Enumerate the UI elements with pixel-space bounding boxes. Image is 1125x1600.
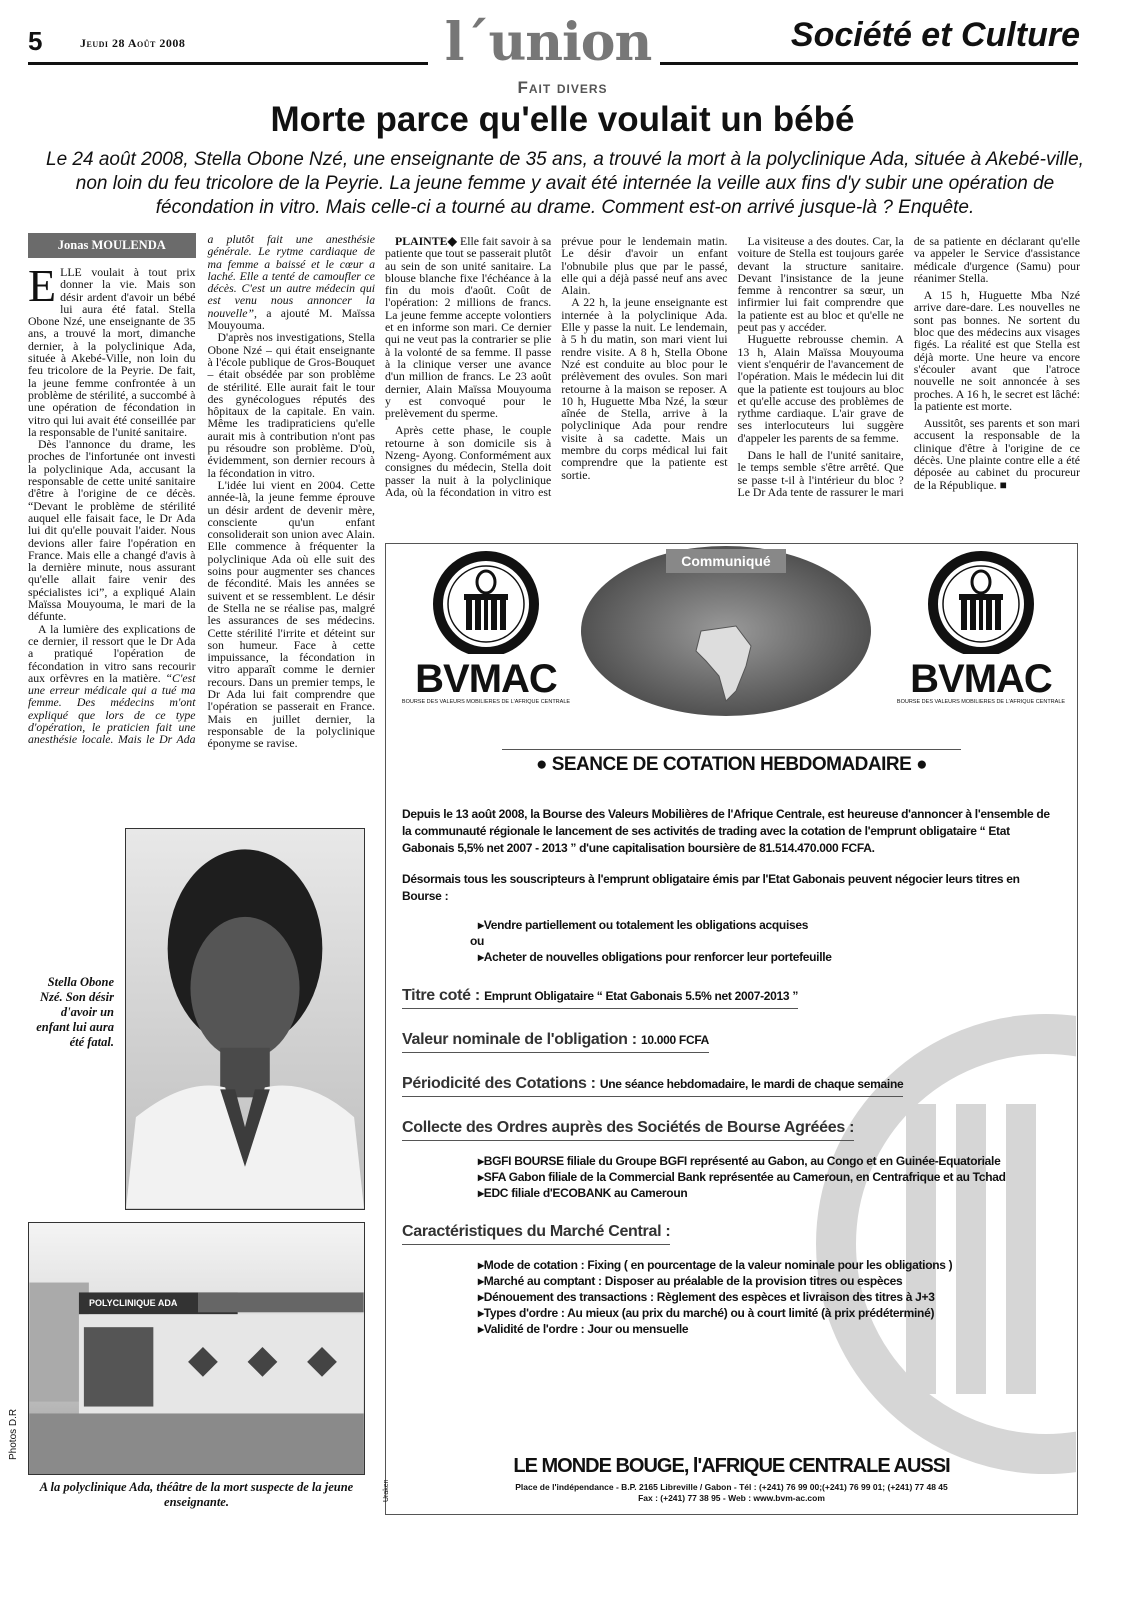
valeur-label: Valeur nominale de l'obligation :	[402, 1031, 637, 1048]
periode-label: Périodicité des Cotations :	[402, 1075, 596, 1092]
ad-title-text: SEANCE DE COTATION HEBDOMADAIRE	[551, 754, 912, 775]
africa-map-icon	[691, 621, 761, 706]
titre-value: Emprunt Obligataire “ Etat Gabonais 5.5% net 2007-2013 ”	[484, 989, 799, 1003]
collecte-heading: Collecte des Ordres auprès des Sociétés de Bourse Agréées :	[402, 1119, 854, 1141]
broker-item: ▸ SFA Gabon filiale de la Commercial Bank représentée au Cameroun, en Centrafrique et au Tchad	[478, 1169, 1061, 1185]
text-segment: Huguette rebrousse chemin. A 13 h, Alain Maïssa Mouyouma vient s'enquérir de l'avancement de l'opération. Mais le médecin lui dit que la patiente est toujours au bloc et qu'elle accuse des problèmes de rythme cardiaque. L'air grave de ses interlocuteurs lui suggère d'appeler les parents de sa femme.	[737, 332, 904, 445]
caracteristiques-heading: Caractéristiques du Marché Central :	[402, 1223, 670, 1245]
section-title: Société et Culture	[790, 16, 1080, 54]
article-paragraph	[208, 479, 376, 750]
clinic-photo	[28, 1222, 365, 1475]
option-item: ▸ Acheter de nouvelles obligations pour renforcer leur portefeuille	[478, 949, 1061, 965]
article-paragraph	[914, 289, 1080, 412]
ad-title: ● SEANCE DE COTATION HEBDOMADAIRE ●	[502, 749, 961, 776]
article-paragraph	[385, 235, 551, 419]
feature-item: ▸ Dénouement des transactions : Règlement des espèces et livraison des titres à J+3	[478, 1289, 1061, 1305]
article-body-part2	[385, 235, 1080, 498]
drop-cap: E	[28, 260, 57, 311]
text-segment: D'après nos investigations, Stella Obone Nzé – qui était enseignante à l'école publique de Gros-Bouquet – était obsédée par son problème de stérilité. Elle aurait fait le tour des gynécologues réputés des hôpitaux de la capitale. En vain. Même les tradipraticiens qu'elle aurait mis à contribution n'ont pas pu résoudre son problème. D'où, évidemment, son dernier recours à la fécondation in vitro.	[207, 330, 375, 480]
titre-label: Titre coté :	[402, 987, 480, 1004]
header-rule	[28, 62, 428, 65]
text-segment: La visiteuse a des doutes. Car, la voiture de Stella est toujours garée devant la structure sanitaire. Devant l'insistance de la jeune femme à rencontrer sa sœur, un infirmier lui fait comprendre que la patiente est au bloc et qu'elle ne peut pas y accéder.	[737, 234, 904, 335]
photo-caption: Stella Obone Nzé. Son désir d'avoir un enfant lui aura été fatal.	[36, 975, 114, 1049]
brand-fullname: BOURSE DES VALEURS MOBILIERES DE L'AFRIQUE CENTRALE	[896, 699, 1066, 705]
valeur-nominale	[402, 1031, 709, 1053]
valeur-value: 10.000 FCFA	[640, 1033, 710, 1047]
lead-paragraph: Le 24 août 2008, Stella Obone Nzé, une enseignante de 35 ans, a trouvé la mort à la polyclinique Ada, située à Akebé-ville, non loin du feu tricolore de la Peyrie. La jeune femme y avait été internée la veille aux fins d'y subir une opération de fécondation in vitro. Mais celle-ci a tourné au drame. Comment est-on arrivé jusque-là ? Enquête.	[46, 149, 1084, 218]
ad-address: Place de l'indépendance - B.P. 2165 Libreville / Gabon - Tél : (+241) 76 99 00;(+241) 76 99 01; (+241) 77 48 45	[515, 1482, 948, 1492]
bvmac-logo-left	[396, 544, 576, 705]
portrait-photo	[125, 828, 365, 1210]
text-segment: Dans le hall de l'unité sanitaire, le temps semble s'être arrêté. Que se passe t-il à l'intérieur du bloc ? Le Dr Ada tente de rassurer le mari de sa patiente en déclarant qu'elle va appeler le Service d'assistance médicale d'urgence (Samu) pour réanimer Stella.	[737, 234, 1080, 499]
text-segment: Aussitôt, ses parents et son mari accusent la responsable de la clinique d'être à l'origine de ce décès. Une plainte contre elle a été déposée au cabinet du procureur de la République. ■	[913, 416, 1080, 492]
text-segment: LLE voulait à tout prix donner la vie. Mais son désir ardent d'avoir un bébé lui aura été fatal. Stella Obone Nzé, une enseignante de 35 ans, a trouvé la mort, dimanche dernier, à la polyclinique Ada, située à Akebé-Ville, non loin du feu tricolore de la Peyrie. De fait, la jeune femme confrontée à un problème de stérilité, a succombé à une opération de fécondation in vitro qui lui avait été conseillée par la responsable de l'unité sanitaire.	[28, 265, 196, 439]
collecte-list	[402, 1153, 1061, 1201]
byline: Jonas MOULENDA	[28, 233, 196, 258]
article-paragraph	[738, 333, 904, 444]
feature-item: ▸ Mode de cotation : Fixing ( en pourcentage de la valeur nominale pour les obligations )	[478, 1257, 1061, 1273]
photo-credit: Photos D.R	[8, 1408, 19, 1460]
periodicite	[402, 1075, 903, 1097]
article-paragraph	[28, 260, 196, 439]
feature-item: ▸ Types d'ordre : Au mieux (au prix du marché) ou à court limité (à prix prédéterminé)	[478, 1305, 1061, 1321]
text-segment: “C'est une erreur médicale qui a tué ma femme. Des médecins m'ont expliqué que lors de ce type d'opération, le praticien fait une anesthésie locale. Mais le Dr Ada a plutôt fait une anesthésie générale. Le rytme cardiaque de ma femme a baissé et le cœur a laché. Elle a tenté de camoufler ce décès. C'est un autre médecin qui est venu nous annoncer la nouvelle”	[28, 232, 375, 747]
bvmac-seal-icon	[921, 544, 1041, 654]
broker-item: ▸ EDC filiale d'ECOBANK au Cameroun	[478, 1185, 1061, 1201]
text-segment: Après cette phase, le couple retourne à son domicile sis à Nzeng- Ayong. Conformément aux consignes du médecin, Stella doit passer la nuit à la polyclinique Ada, où la fécondation in vitro est prévue pour le lendemain matin. Le désir d'avoir un enfant l'obnubile plus que par le passé, elle qui a déjà passé neuf ans avec Alain.	[385, 234, 728, 499]
text-segment: A 15 h, Huguette Mba Nzé arrive dare-dare. Les nouvelles ne sont pas bonnes. Ne sortent du bloc que des médecins aux visages figés. La réalité est que Stella est déjà morte. Une heure va encore s'écouler avant que l'atroce nouvelle ne soit annoncée à ses proches. A 16 h, le secret est lâché: la patiente est morte.	[913, 288, 1080, 413]
bvmac-logo-right	[891, 544, 1071, 705]
article-paragraph	[738, 235, 904, 333]
communique-banner: Communiqué	[666, 549, 786, 573]
text-segment: Dès l'annonce du drame, les proches de l'infortunée ont investi la polyclinique Ada, accusant la responsable de cette unité sanitaire d'être à l'origine de ce décès. “Devant le problème de stérilité auquel elle faisait face, le Dr Ada lui dit qu'elle pouvait l'aider. Nous devions aller faire l'opération en France. Mais elle a changé d'avis à la dernière minute, nous assurant qu'elle allait faire venir des spécialistes ici”, a expliqué Alain Maïssa Mouyouma, le mari de la défunte.	[28, 437, 196, 624]
article-paragraph	[561, 296, 727, 480]
headline: Morte parce qu'elle voulait un bébé	[270, 100, 855, 139]
ad-intro: Depuis le 13 août 2008, la Bourse des Valeurs Mobilières de l'Afrique Centrale, est heureuse d'annoncer à l'ensemble de la communauté régionale le lancement de ses activités de trading avec la cotation de l'emprunt obligataire “ Etat Gabonais 5,5% net 2007 - 2013 ” d'une capitalisation boursière de 81.514.470.000 FCFA.	[402, 807, 1050, 855]
issue-date: Jeudi 28 Août 2008	[80, 36, 186, 50]
article-paragraph	[28, 438, 196, 622]
brand-name: BVMAC	[415, 657, 557, 701]
bvmac-advertisement	[385, 543, 1078, 1515]
article-paragraph	[914, 417, 1080, 491]
article-body-part1	[28, 233, 375, 749]
text-segment: A la lumière des explications de ce dernier, il ressort que le Dr Ada a pratiqué l'opération de fécondation in vitro sans recourir aux orfèvres en la matière.	[28, 621, 196, 685]
bvmac-seal-icon	[426, 544, 546, 654]
option-or: ou	[470, 934, 485, 948]
clinic-sign: POLYCLINIQUE ADA	[89, 1298, 178, 1308]
header-rule	[660, 62, 1078, 65]
photo-caption: A la polyclinique Ada, théâtre de la mort suspecte de la jeune enseignante.	[39, 1480, 354, 1509]
newspaper-logo: l´union	[444, 12, 652, 73]
feature-item: ▸ Validité de l'ordre : Jour ou mensuelle	[478, 1321, 1061, 1337]
ad-header	[386, 544, 1077, 749]
text-segment: A 22 h, la jeune enseignante est internée à la polyclinique Ada. Elle y passe la nuit. Le lendemain, à 5 h du matin, son mari vient lui rendre visite. A 8 h, Stella Obone Nzé est conduite au bloc pour le prélèvement des ovules. Son mari retourne à la maison se reposer. A 10 h, Huguette Mba Nzé, la sœur aînée de Stella, arrive à la polyclinique Ada pour rendre visite à sa cadette. Mais un membre du corps médical lui fait comprendre que la patiente est sortie.	[561, 295, 728, 482]
text-segment: , a ajouté M. Maïssa Mouyouma.	[207, 305, 375, 333]
option-item: ▸ Vendre partiellement ou totalement les obligations acquises	[478, 917, 1061, 933]
periode-value: Une séance hebdomadaire, le mardi de chaque semaine	[599, 1077, 904, 1091]
article-paragraph	[208, 331, 376, 479]
text-segment: L'idée lui vient en 2004. Cette année-là, la jeune femme éprouve un désir ardent de devenir mère, consciente qu'un enfant consoliderait son union avec Alain. Elle commence à fréquenter la polyclinique Ada où elle suit des soins pour augmenter ses chances de fécondité. Mais les années se suivent et se ressemblent. Le désir de Stella ne se réalise pas, malgré les assurances de ses médecins. Cette stérilité l'irrite et déteint sur son humeur. Face à cette impuissance, la fécondation in vitro apparaît comme le dernier recours. Dans un premier temps, le Dr Ada lui fait comprendre que l'opération se passerait en France. Mais en juillet dernier, la responsable de la polyclinique éponyme se ravise.	[207, 477, 375, 751]
broker-item: ▸ BGFI BOURSE filiale du Groupe BGFI représenté au Gabon, au Congo et en Guinée-Equatoriale	[478, 1153, 1061, 1169]
ad-body	[383, 749, 1077, 1514]
kicker: Fait divers	[517, 78, 608, 97]
text-segment: Elle fait savoir à sa patiente que tout se passerait plutôt au sein de son unité sanitaire. La blouse blanche fixe l'échéance à la fin du mois d'août. Coût de l'opération: 2 millions de francs. La jeune femme accepte volontiers et en informe son mari. Ce dernier qui ne veut pas la contrarier se plie à la volonté de sa femme. Il passe à la clinique verser une avance d'un million de francs. Le 23 août dernier, Alain Maïssa Mouyouma y est convoqué pour le prelèvement du sperme.	[385, 234, 552, 421]
caracteristiques-list	[402, 1257, 1061, 1337]
feature-item: ▸ Marché au comptant : Disposer au préalable de la provision titres ou espèces	[478, 1273, 1061, 1289]
titre-cote	[402, 987, 798, 1009]
ad-intro2: Désormais tous les souscripteurs à l'emprunt obligataire émis par l'Etat Gabonais peuvent négocier leurs titres en Bourse :	[402, 872, 1020, 903]
ad-slogan: LE MONDE BOUGE, l'AFRIQUE CENTRALE AUSSI	[513, 1455, 950, 1477]
brand-fullname: BOURSE DES VALEURS MOBILIERES DE L'AFRIQUE CENTRALE	[401, 699, 571, 705]
ad-fax-web: Fax : (+241) 77 38 95 - Web : www.bvm-ac.com	[638, 1493, 825, 1503]
text-segment: PLAINTE◆	[395, 234, 461, 248]
ad-options	[402, 917, 1061, 965]
agency-credit: Uraken	[383, 1479, 390, 1502]
page-number: 5	[28, 26, 43, 56]
brand-name: BVMAC	[910, 657, 1052, 701]
